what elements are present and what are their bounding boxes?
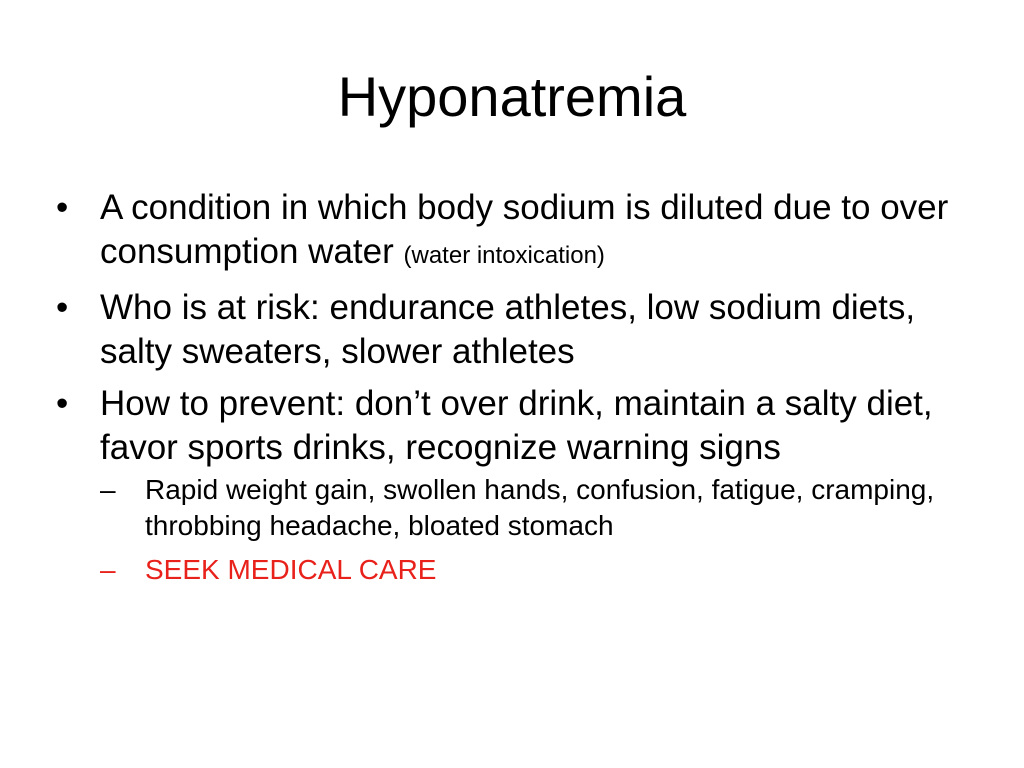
bullet-risk [52,286,982,374]
warning-signs-list [100,472,982,588]
sub-item-marker: – [100,474,116,505]
bullet-prevention [52,382,982,588]
bullet-marker: • [56,288,69,327]
sub-item-marker: – [100,554,116,585]
bullet-marker: • [56,384,69,423]
sub-item-seek-care [100,552,982,588]
bullet-list [52,186,982,596]
sub-item-symptoms [100,472,982,544]
sub-item-symptoms-text: Rapid weight gain, swollen hands, confusion, fatigue, cramping, throbbing headache, bloated stomach [145,474,935,541]
bullet-definition-text: A condition in which body sodium is diluted due to over consumption water [100,188,949,271]
sub-item-seek-care-text: SEEK MEDICAL CARE [145,554,437,585]
bullet-marker: • [56,188,69,227]
slide-title: Hyponatremia [337,65,687,128]
bullet-definition-note: (water intoxication) [403,242,605,269]
bullet-definition [52,186,982,278]
bullet-prevention-text: How to prevent: don’t over drink, maintain a salty diet, favor sports drinks, recognize warning signs [100,384,933,467]
bullet-risk-text: Who is at risk: endurance athletes, low sodium diets, salty sweaters, slower athletes [100,288,916,371]
